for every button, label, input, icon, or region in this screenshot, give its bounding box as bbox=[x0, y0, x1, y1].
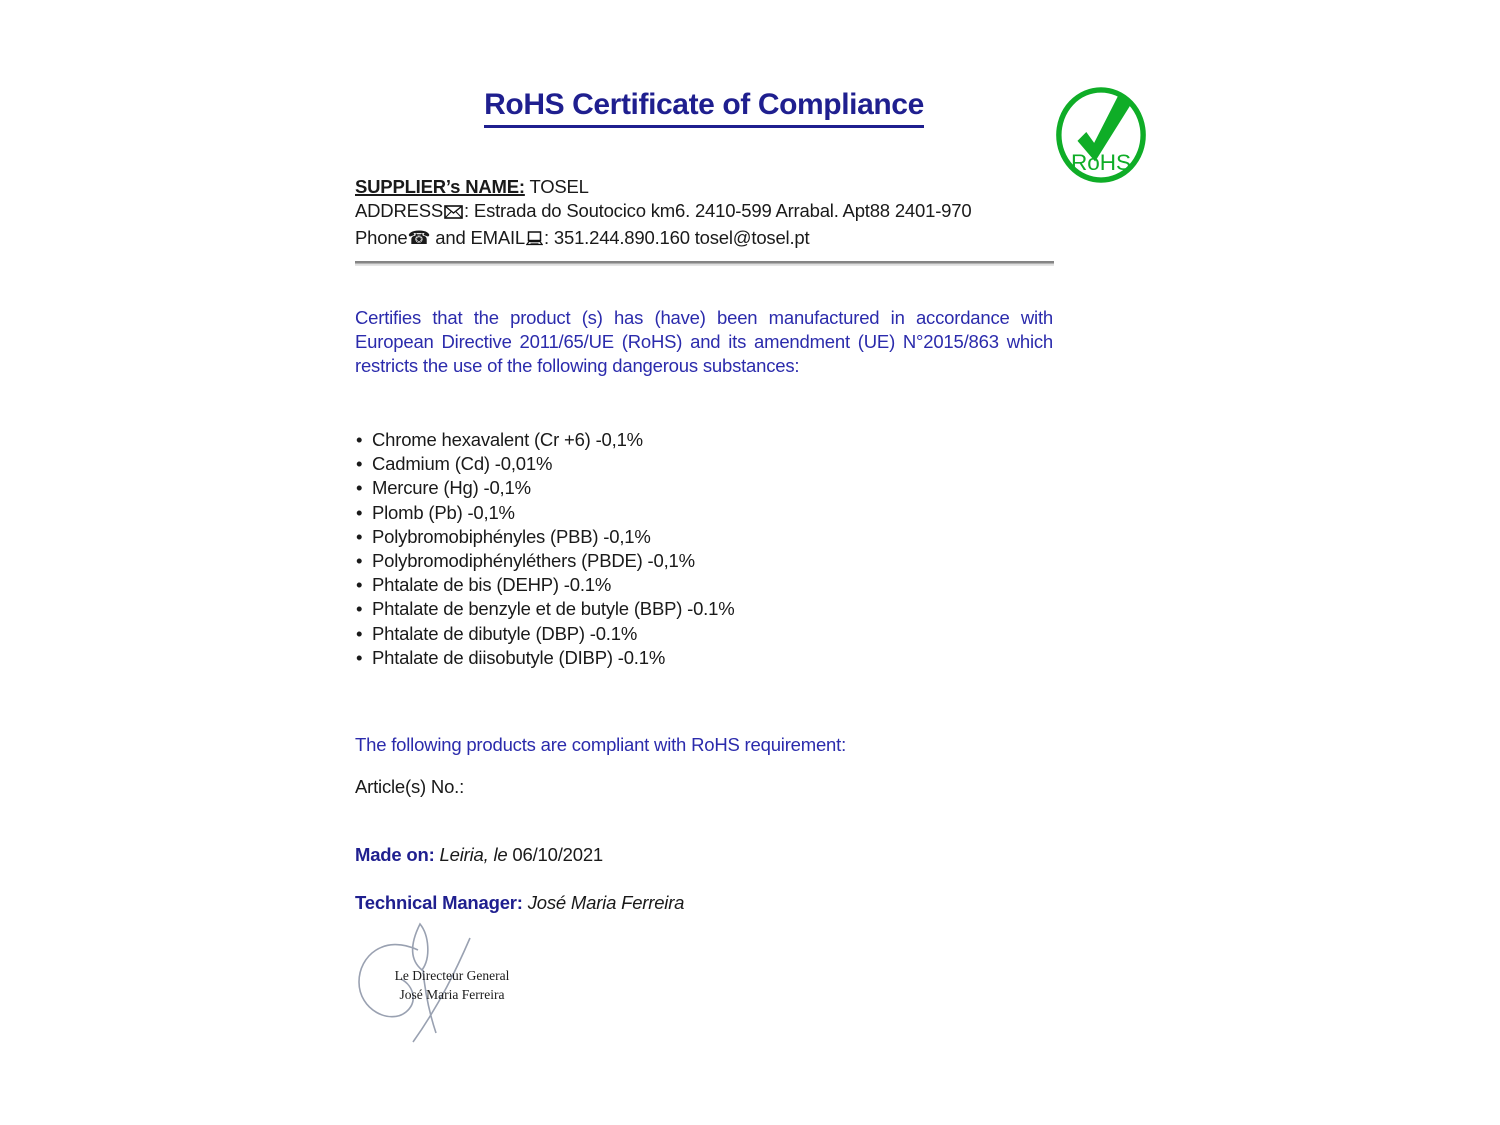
list-item bbox=[356, 476, 734, 500]
contact-value: : 351.244.890.160 tosel@tosel.pt bbox=[544, 226, 810, 248]
technical-manager-line bbox=[355, 892, 684, 914]
list-item bbox=[356, 428, 734, 452]
address-label: ADDRESS bbox=[355, 200, 444, 222]
signature-text bbox=[392, 966, 512, 1004]
rohs-logo-text: RoHS bbox=[1070, 150, 1132, 176]
made-on-label: Made on: bbox=[355, 844, 435, 865]
bullet-marker: • bbox=[356, 574, 363, 596]
bullet-marker: • bbox=[356, 501, 363, 523]
list-item bbox=[356, 573, 734, 597]
certification-statement: Certifies that the product (s) has (have) been manufactured in accordance with European Directive 2011/65/UE (RoHS) and its amendment (UE) N°2015/863 which restricts the use of the following dangerous substances: bbox=[355, 307, 1053, 376]
bullet-marker: • bbox=[356, 477, 363, 499]
envelope-icon bbox=[444, 201, 463, 225]
bullet-marker: • bbox=[356, 622, 363, 644]
supplier-name-line bbox=[355, 175, 971, 199]
made-on-date: 06/10/2021 bbox=[512, 844, 603, 865]
substance-text: Phtalate de bis (DEHP) -0.1% bbox=[372, 574, 612, 596]
supplier-block bbox=[355, 175, 971, 252]
bullet-marker: • bbox=[356, 429, 363, 450]
bullet-marker: • bbox=[356, 525, 363, 547]
phone-icon: ☎ bbox=[407, 226, 431, 248]
list-item bbox=[356, 646, 734, 670]
substance-text: Polybromodiphényléthers (PBDE) -0,1% bbox=[372, 550, 695, 572]
bullet-marker: • bbox=[356, 598, 363, 620]
supplier-name-value: TOSEL bbox=[524, 176, 589, 197]
page-title: RoHS Certificate of Compliance bbox=[484, 88, 924, 128]
supplier-contact-line bbox=[355, 226, 971, 252]
technical-manager-label: Technical Manager: bbox=[355, 892, 523, 913]
list-item bbox=[356, 501, 734, 525]
and-email-label: and EMAIL bbox=[430, 226, 526, 248]
bullet-marker: • bbox=[356, 453, 363, 475]
compliance-statement: The following products are compliant with RoHS requirement: bbox=[355, 734, 847, 755]
made-on-line bbox=[355, 844, 603, 866]
supplier-address-line bbox=[355, 199, 971, 225]
substance-text: Phtalate de diisobutyle (DIBP) -0.1% bbox=[372, 646, 666, 668]
computer-icon bbox=[526, 228, 543, 252]
substance-text: Phtalate de dibutyle (DBP) -0.1% bbox=[372, 622, 638, 644]
list-item bbox=[356, 549, 734, 573]
substances-list bbox=[356, 428, 734, 670]
substance-text: Plomb (Pb) -0,1% bbox=[372, 501, 515, 523]
made-on-place: Leiria, le bbox=[434, 844, 513, 865]
substance-text: Phtalate de benzyle et de butyle (BBP) -0.1% bbox=[372, 598, 735, 620]
rohs-check-icon bbox=[1052, 82, 1150, 186]
section-divider bbox=[355, 261, 1054, 266]
substance-text: Cadmium (Cd) -0,01% bbox=[372, 453, 553, 475]
phone-label: Phone bbox=[355, 226, 408, 248]
list-item bbox=[356, 452, 734, 476]
signature-line2: José Maria Ferreira bbox=[399, 987, 505, 1002]
page-title-wrap bbox=[355, 88, 1053, 128]
signature-line1: Le Directeur General bbox=[394, 968, 510, 983]
article-number-label: Article(s) No.: bbox=[355, 776, 465, 797]
substance-text: Mercure (Hg) -0,1% bbox=[372, 477, 531, 499]
list-item bbox=[356, 597, 734, 621]
signature-block bbox=[356, 920, 516, 1055]
substance-text: Chrome hexavalent (Cr +6) -0,1% bbox=[372, 429, 643, 450]
bullet-marker: • bbox=[356, 550, 363, 572]
list-item bbox=[356, 622, 734, 646]
technical-manager-name: José Maria Ferreira bbox=[522, 892, 685, 913]
bullet-marker: • bbox=[356, 646, 363, 668]
supplier-name-label: SUPPLIER’s NAME: bbox=[355, 176, 525, 197]
rohs-logo bbox=[1052, 82, 1150, 186]
list-item bbox=[356, 525, 734, 549]
address-value: : Estrada do Soutocico km6. 2410-599 Arrabal. Apt88 2401-970 bbox=[464, 200, 972, 222]
substance-text: Polybromobiphényles (PBB) -0,1% bbox=[372, 525, 651, 547]
